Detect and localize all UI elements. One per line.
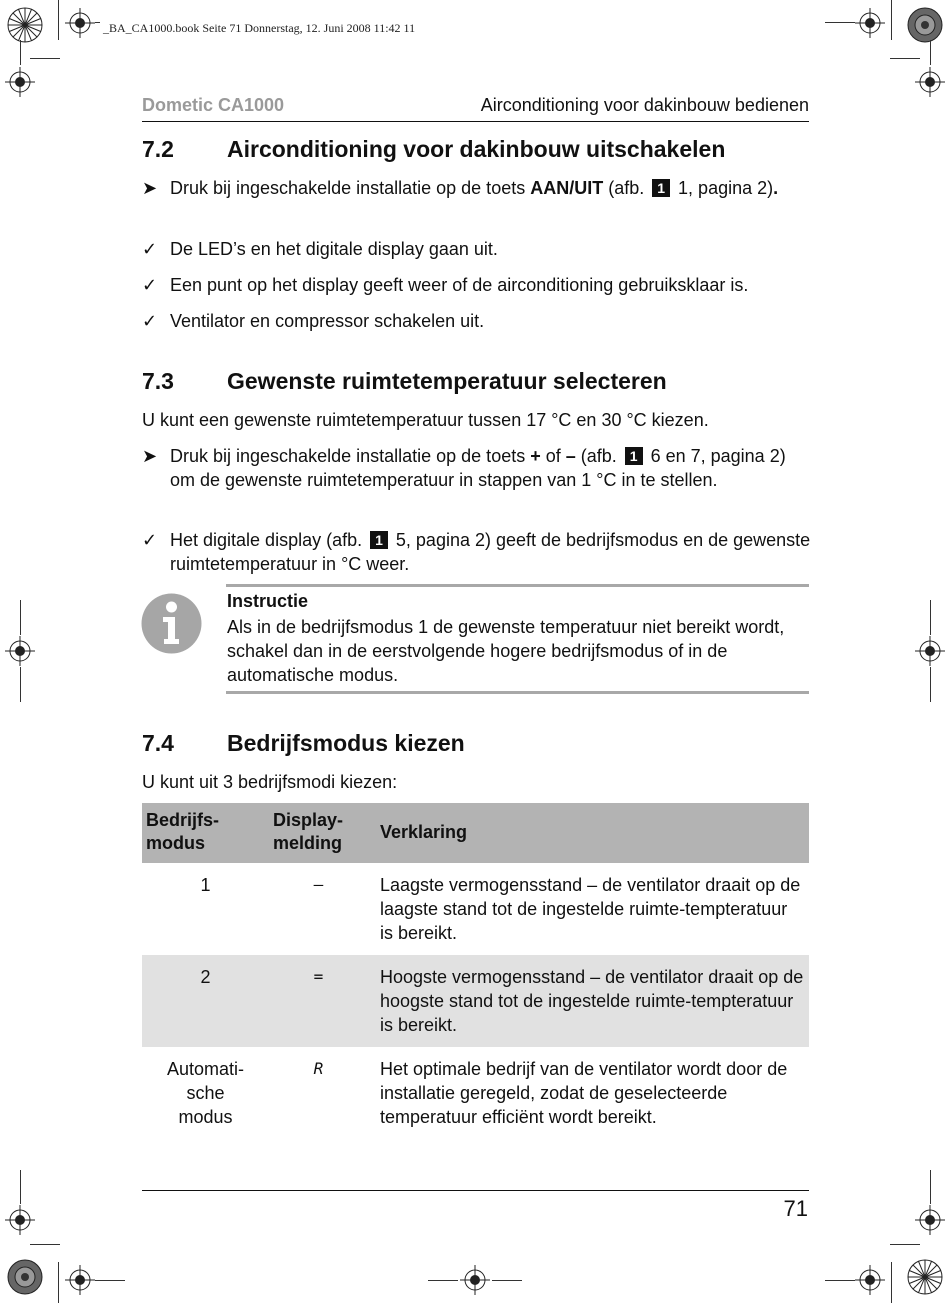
cell-display: = xyxy=(269,955,368,1047)
result-item xyxy=(142,237,814,261)
result-text: Een punt op het display geeft weer of de airconditioning gebruiksklaar is. xyxy=(170,275,749,295)
figure-ref-badge: 1 xyxy=(652,179,670,197)
result-text: 5, pagina 2) geeft de bedrijfsmodus en de gewenste ruimtetemperatuur in °C weer. xyxy=(170,530,811,574)
trim-line xyxy=(890,58,920,59)
instruction-step xyxy=(142,176,814,200)
section-title: Airconditioning voor dakinbouw uitschakelen xyxy=(227,136,726,162)
check-bullet-icon: ✓ xyxy=(142,239,158,259)
cell-display: R xyxy=(313,1059,324,1078)
section-heading-7-4 xyxy=(142,730,465,757)
trim-line xyxy=(20,667,21,702)
table-header-row xyxy=(142,803,809,863)
column-header-display: Display- melding xyxy=(269,803,368,863)
intro-paragraph: U kunt een gewenste ruimtetemperatuur tussen 17 °C en 30 °C kiezen. xyxy=(142,410,709,430)
check-bullet-icon: ✓ xyxy=(142,275,158,295)
crosshair-registration-icon xyxy=(5,636,35,666)
cell-mode: 1 xyxy=(200,875,211,895)
section-number: 7.3 xyxy=(142,368,174,394)
section-number: 7.4 xyxy=(142,730,174,756)
section-heading-7-2 xyxy=(142,136,725,163)
step-text: 1, pagina 2) xyxy=(673,178,774,198)
trim-line xyxy=(492,1280,522,1281)
cell-explanation: Het optimale bedrijf van de ventilator wordt door de installatie geregeld, zodat de geselecteerde temperatuur efficiënt wordt bereikt. xyxy=(380,1059,788,1127)
key-label: + xyxy=(530,446,541,466)
cell-display: – xyxy=(313,875,324,894)
starburst-calibration-icon xyxy=(907,1259,943,1295)
footer-rule xyxy=(142,1190,809,1191)
crosshair-registration-icon xyxy=(65,1265,95,1295)
trim-line xyxy=(930,40,931,65)
starburst-calibration-icon xyxy=(7,1259,43,1295)
result-text: Ventilator en compressor schakelen uit. xyxy=(170,311,485,331)
page-number: 71 xyxy=(783,1196,808,1221)
header-product: Dometic CA1000 xyxy=(142,95,285,115)
info-circle-icon xyxy=(141,593,202,654)
trim-line xyxy=(891,1262,892,1303)
arrow-bullet-icon: ➤ xyxy=(142,446,158,466)
check-bullet-icon: ✓ xyxy=(142,311,158,331)
note-text: Als in de bedrijfsmodus 1 de gewenste temperatuur niet bereikt wordt, schakel dan in de eerstvolgende hogere bedrijfsmodus of in de automatische modus. xyxy=(227,617,785,685)
trim-line xyxy=(20,40,21,65)
table-row xyxy=(142,863,809,955)
cell-explanation: Hoogste vermogensstand – de ventilator draait op de hoogste stand tot de ingestelde ruimte-tempteratuur is bereikt. xyxy=(368,955,809,1047)
trim-line xyxy=(20,600,21,635)
trim-line xyxy=(428,1280,458,1281)
figure-ref-badge: 1 xyxy=(625,447,643,465)
section-title: Gewenste ruimtetemperatuur selecteren xyxy=(227,368,667,394)
note-title: Instructie xyxy=(227,591,309,611)
trim-line xyxy=(58,0,59,40)
crosshair-registration-icon xyxy=(855,1265,885,1295)
check-bullet-icon: ✓ xyxy=(142,530,158,550)
trim-line xyxy=(930,600,931,635)
step-text: (afb. xyxy=(575,446,622,466)
key-label: – xyxy=(565,446,576,466)
crosshair-registration-icon xyxy=(5,1205,35,1235)
trim-line xyxy=(930,667,931,702)
note-top-rule xyxy=(226,584,809,587)
key-label: AAN/UIT xyxy=(530,178,604,198)
cell-mode: 2 xyxy=(142,955,269,1047)
starburst-calibration-icon xyxy=(907,7,943,43)
result-text: Het digitale display (afb. xyxy=(170,530,368,550)
crosshair-registration-icon xyxy=(5,67,35,97)
step-text: 6 en 7, pagina 2) om de gewenste ruimtetemperatuur in stappen van 1 °C in te stellen. xyxy=(170,446,786,490)
result-item xyxy=(142,528,814,576)
note-bottom-rule xyxy=(226,691,809,694)
starburst-calibration-icon xyxy=(7,7,43,43)
result-item xyxy=(142,309,814,333)
step-text: Druk bij ingeschakelde installatie op de toets xyxy=(170,178,531,198)
trim-line xyxy=(930,1170,931,1204)
trim-line xyxy=(825,22,855,23)
result-text: De LED’s en het digitale display gaan uit. xyxy=(170,239,498,259)
crosshair-registration-icon xyxy=(915,1205,945,1235)
cell-mode: Automati- sche modus xyxy=(166,1059,245,1127)
section-number: 7.2 xyxy=(142,136,174,162)
trim-line xyxy=(95,22,100,23)
trim-line xyxy=(95,1280,125,1281)
trim-line xyxy=(30,58,60,59)
crosshair-registration-icon xyxy=(65,8,95,38)
result-item xyxy=(142,273,814,297)
section-title: Bedrijfsmodus kiezen xyxy=(227,730,465,756)
header-rule xyxy=(142,121,809,122)
figure-ref-badge: 1 xyxy=(370,531,388,549)
section-heading-7-3 xyxy=(142,368,667,395)
trim-line xyxy=(825,1280,855,1281)
trim-line xyxy=(891,0,892,40)
crosshair-registration-icon xyxy=(460,1265,490,1295)
cell-explanation: Laagste vermogensstand – de ventilator draait op de laagste stand tot de ingestelde ruimte-tempteratuur is bereikt. xyxy=(380,875,801,943)
intro-paragraph: U kunt uit 3 bedrijfsmodi kiezen: xyxy=(142,772,398,792)
instruction-step xyxy=(142,444,814,492)
crosshair-registration-icon xyxy=(915,636,945,666)
trim-line xyxy=(58,1262,59,1303)
column-header-mode: Bedrijfs- modus xyxy=(142,803,269,863)
step-text: of xyxy=(540,446,566,466)
trim-line xyxy=(20,1170,21,1204)
trim-line xyxy=(890,1244,920,1245)
column-header-explanation: Verklaring xyxy=(368,803,809,863)
arrow-bullet-icon: ➤ xyxy=(142,178,158,198)
step-text: . xyxy=(773,178,779,198)
step-text: Druk bij ingeschakelde installatie op de toets xyxy=(170,446,531,466)
trim-line xyxy=(30,1244,60,1245)
book-info-line: _BA_CA1000.book Seite 71 Donnerstag, 12. Juni 2008 11:42 11 xyxy=(103,21,416,35)
table-row xyxy=(142,1047,809,1139)
modes-table xyxy=(142,803,809,1139)
header-chapter: Airconditioning voor dakinbouw bedienen xyxy=(480,95,809,115)
crosshair-registration-icon xyxy=(855,8,885,38)
crosshair-registration-icon xyxy=(915,67,945,97)
step-text: (afb. xyxy=(603,178,650,198)
table-row xyxy=(142,955,809,1047)
